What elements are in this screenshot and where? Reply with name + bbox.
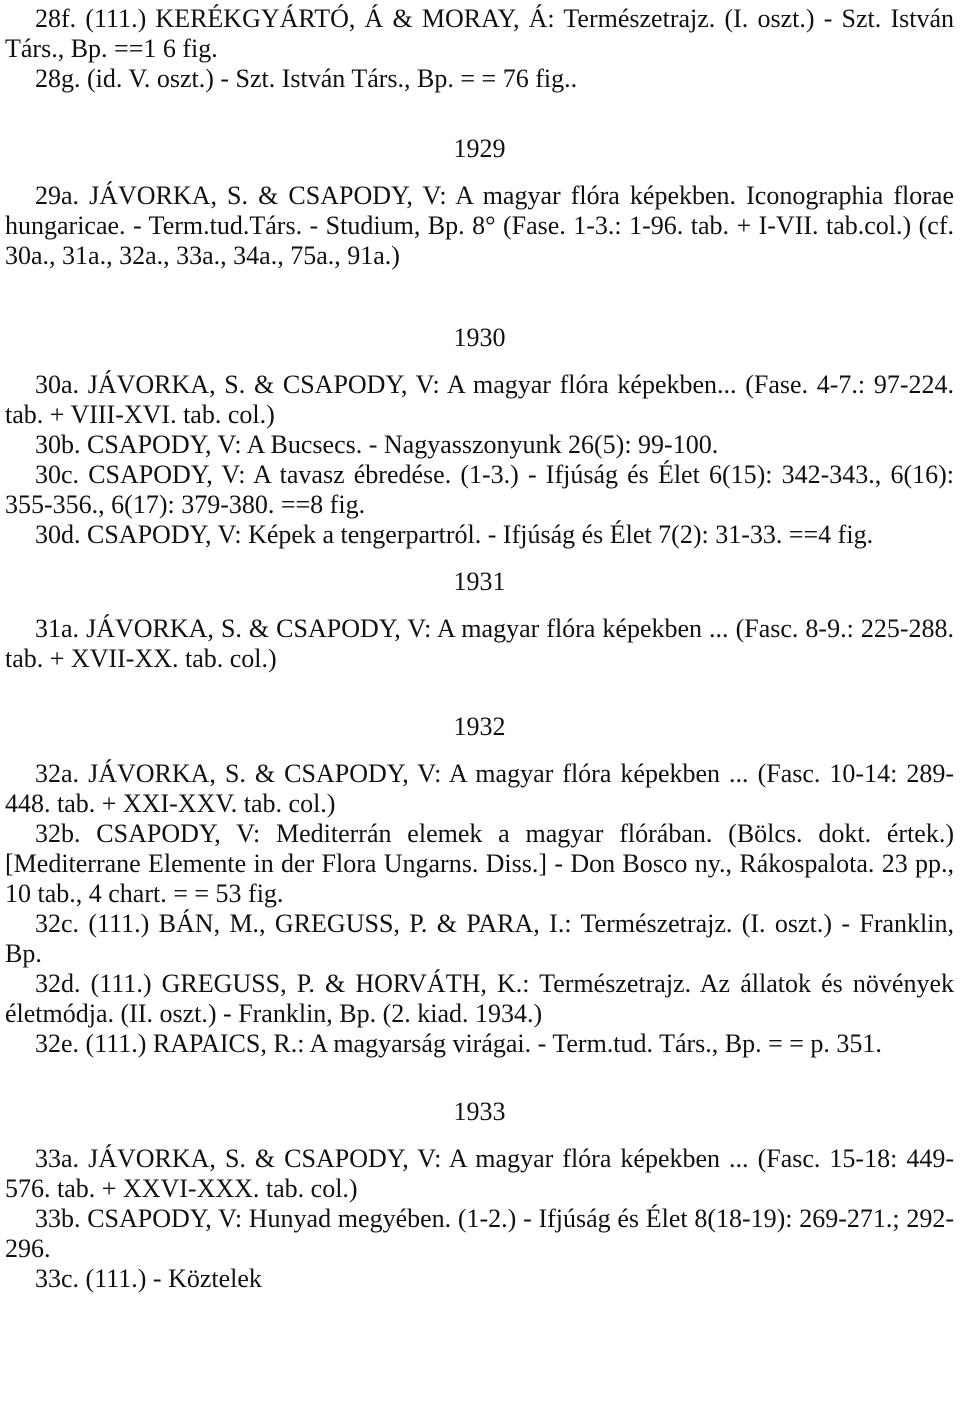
year-heading-1932: 1932 [453, 712, 506, 741]
bib-entry-32e: 32e. (111.) RAPAICS, R.: A magyarság virágai. - Term.tud. Társ., Bp. = = p. 351. [35, 1029, 882, 1058]
bib-entry-30b: 30b. CSAPODY, V: A Bucsecs. - Nagyasszonyunk 26(5): 99-100. [35, 430, 719, 459]
bib-entry-33a: 33a. JÁVORKA, S. & CSAPODY, V: A magyar flóra képekben ... (Fasc. 15-18: 449-576. tab. + XXVI-XXX. tab. col.) [5, 1144, 954, 1203]
bib-entry-30a: 30a. JÁVORKA, S. & CSAPODY, V: A magyar flóra képekben... (Fase. 4-7.: 97-224. tab. + VIII-XVI. tab. col.) [5, 370, 954, 429]
bib-entry-32d: 32d. (111.) GREGUSS, P. & HORVÁTH, K.: Természetrajz. Az állatok és növények életmódja. (II. oszt.) - Franklin, Bp. (2. kiad. 1934.) [5, 969, 954, 1028]
bib-entry-29a: 29a. JÁVORKA, S. & CSAPODY, V: A magyar flóra képekben. Iconographia florae hungaricae. - Term.tud.Társ. - Studium, Bp. 8° (Fase. 1-3.: 1-96. tab. + I-VII. tab.col.) (cf. 30a., 31a., 32a., 33a., 34a., 75a., 91a.) [5, 181, 954, 270]
year-heading-1931: 1931 [453, 567, 506, 596]
year-heading-1929: 1929 [453, 134, 506, 163]
bib-entry-30d: 30d. CSAPODY, V: Képek a tengerpartról. - Ifjúság és Élet 7(2): 31-33. ==4 fig. [35, 520, 874, 549]
bib-entry-32c: 32c. (111.) BÁN, M., GREGUSS, P. & PARA, I.: Természetrajz. (I. oszt.) - Franklin, Bp. [5, 909, 954, 968]
bib-entry-32a: 32a. JÁVORKA, S. & CSAPODY, V: A magyar flóra képekben ... (Fasc. 10-14: 289-448. tab. + XXI-XXV. tab. col.) [5, 759, 954, 818]
year-heading-1933: 1933 [453, 1097, 506, 1126]
bib-entry-33b: 33b. CSAPODY, V: Hunyad megyében. (1-2.) - Ifjúság és Élet 8(18-19): 269-271.; 292-296. [5, 1204, 954, 1263]
bib-entry-31a: 31a. JÁVORKA, S. & CSAPODY, V: A magyar flóra képekben ... (Fasc. 8-9.: 225-288. tab. + XVII-XX. tab. col.) [5, 614, 954, 673]
bib-entry-33c: 33c. (111.) - Köztelek [35, 1264, 262, 1293]
bib-entry-28g: 28g. (id. V. oszt.) - Szt. István Társ., Bp. = = 76 fig.. [35, 64, 578, 93]
bib-entry-32b: 32b. CSAPODY, V: Mediterrán elemek a magyar flórában. (Bölcs. dokt. értek.) [Mediterrane Elemente in der Flora Ungarns. Diss.] - Don Bosco ny., Rákospalota. 23 pp., 10 tab., 4 chart. = = 53 fig. [5, 819, 954, 908]
year-heading-1930: 1930 [453, 323, 506, 352]
bib-entry-28f: 28f. (111.) KERÉKGYÁRTÓ, Á & MORAY, Á: Természetrajz. (I. oszt.) - Szt. István Társ., Bp. ==1 6 fig. [5, 4, 954, 63]
bib-entry-30c: 30c. CSAPODY, V: A tavasz ébredése. (1-3.) - Ifjúság és Élet 6(15): 342-343., 6(16): 355-356., 6(17): 379-380. ==8 fig. [5, 460, 954, 519]
